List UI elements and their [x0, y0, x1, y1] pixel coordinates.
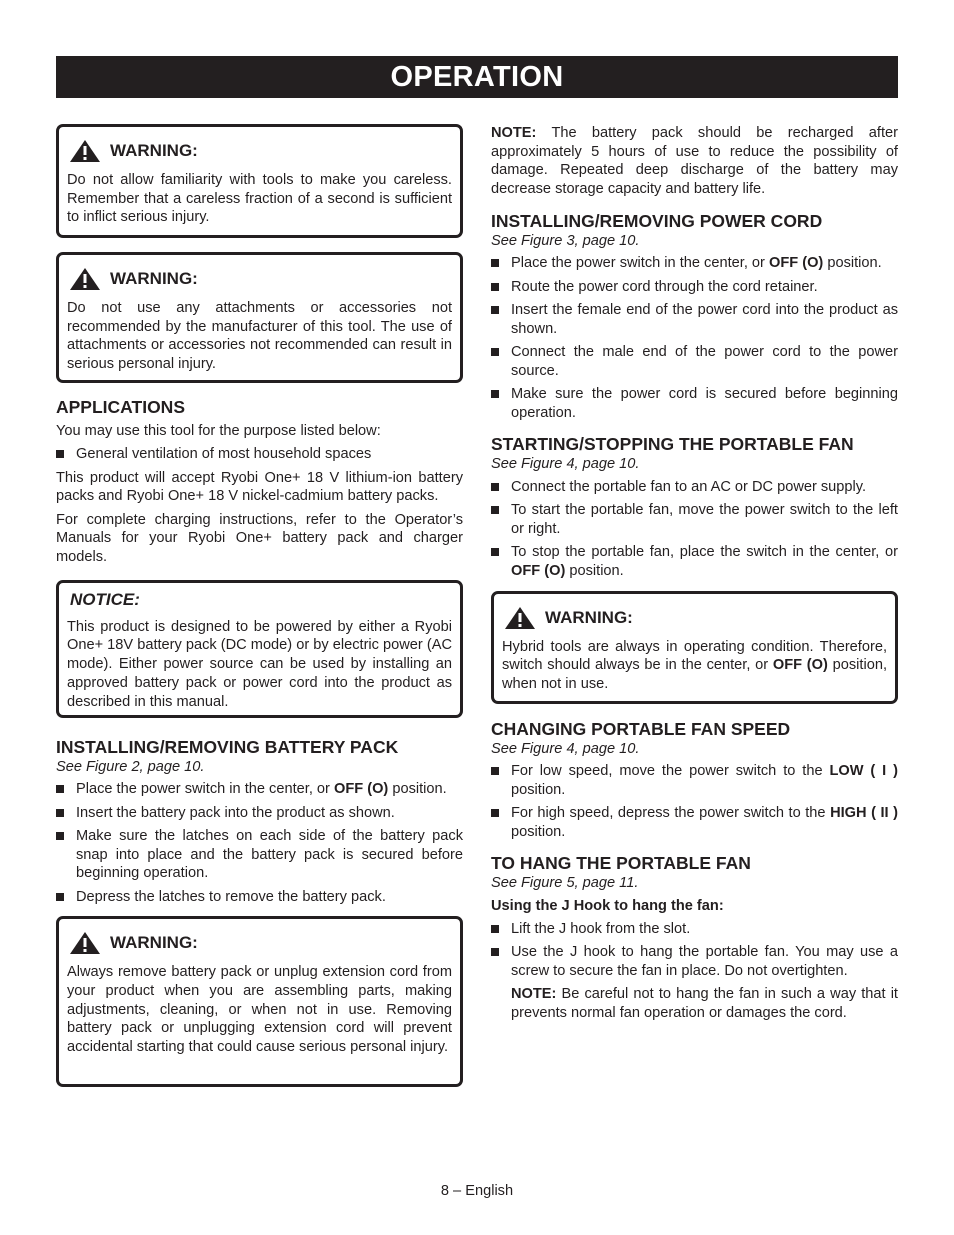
figure-reference: See Figure 5, page 11. [491, 874, 639, 891]
list-item: Connect the male end of the power cord to the power source. [491, 343, 898, 380]
start-stop-section [491, 433, 898, 580]
list-item: Place the power switch in the center, or OFF (O) position. [56, 780, 463, 799]
section-heading: APPLICATIONS [56, 397, 185, 417]
page-title: OPERATION [56, 56, 898, 98]
right-column [491, 124, 898, 1023]
section-heading: INSTALLING/REMOVING BATTERY PACK [56, 736, 399, 757]
hang-note: NOTE: Be careful not to hang the fan in such a way that it prevents normal fan operation or damages the cord. [511, 986, 898, 1021]
list-item: Depress the latches to remove the battery pack. [56, 888, 463, 907]
bullet-list [491, 762, 898, 841]
applications-section [56, 396, 463, 567]
warning-triangle-icon [69, 267, 101, 291]
hang-fan-section [491, 852, 898, 1023]
notice-box [56, 580, 463, 718]
warning-box-remove-battery [56, 916, 463, 1087]
list-item: Route the power cord through the cord retainer. [491, 278, 898, 297]
list-item: Connect the portable fan to an AC or DC power supply. [491, 478, 898, 497]
warning-heading: WARNING: [110, 269, 198, 288]
warning-text: Hybrid tools are always in operating condition. Therefore, switch should always be in the center, or OFF (O) position, when not in use. [502, 638, 888, 693]
fan-speed-section [491, 718, 898, 842]
warning-box-attachments [56, 252, 463, 383]
figure-reference: See Figure 4, page 10. [491, 456, 640, 473]
warning-text: Always remove battery pack or unplug extension cord from your product when you are assembling parts, making adjustments, cleaning, or when not in use. Removing battery pack or unplugging extension cord will prevent accidental starting that could cause serious personal injury. [67, 964, 452, 1056]
subheading: Using the J Hook to hang the fan: [491, 897, 724, 914]
bullet-list [56, 780, 463, 906]
figure-reference: See Figure 2, page 10. [56, 758, 205, 775]
bullet-list [491, 254, 898, 422]
list-item: For low speed, move the power switch to the LOW ( I ) position. [491, 762, 898, 799]
paragraph: You may use this tool for the purpose listed below: [56, 423, 381, 439]
paragraph: This product will accept Ryobi One+ 18 V lithium-ion battery packs and Ryobi One+ 18 V nickel-cadmium battery packs. [56, 469, 463, 505]
warning-box-hybrid [491, 591, 898, 704]
section-heading: INSTALLING/REMOVING POWER CORD [491, 210, 823, 231]
warning-heading: WARNING: [545, 607, 633, 627]
list-item: To stop the portable fan, place the switch in the center, or OFF (O) position. [491, 543, 898, 580]
section-heading: STARTING/STOPPING THE PORTABLE FAN [491, 434, 854, 455]
left-column [56, 124, 463, 1087]
warning-heading: WARNING: [110, 933, 198, 953]
warning-triangle-icon [69, 931, 101, 955]
list-item: Lift the J hook from the slot. [491, 920, 898, 939]
notice-text: This product is designed to be powered by either a Ryobi One+ 18V battery pack (DC mode) or by electric power (AC mode). Either power source can be used by installing an approved battery pack or power cord into the product as described in this manual. [67, 618, 452, 710]
figure-reference: See Figure 4, page 10. [491, 740, 640, 757]
bullet-list [491, 920, 898, 981]
figure-reference: See Figure 3, page 10. [491, 232, 640, 249]
list-item: Place the power switch in the center, or OFF (O) position. [491, 254, 898, 273]
notice-heading: NOTICE: [70, 589, 140, 609]
page-footer: 8 – English [440, 1183, 514, 1199]
warning-text: Do not allow familiarity with tools to make you careless. Remember that a careless fraction of a second is sufficient to inflict serious injury. [67, 172, 452, 226]
bullet-list [491, 478, 898, 581]
list-item: Make sure the latches on each side of the battery pack snap into place and the battery pack is secured before beginning operation. [56, 827, 463, 883]
battery-section [56, 736, 463, 907]
warning-triangle-icon [504, 606, 536, 630]
section-heading: TO HANG THE PORTABLE FAN [491, 852, 751, 873]
bullet-list [56, 445, 463, 464]
warning-triangle-icon [69, 139, 101, 163]
list-item: General ventilation of most household spaces [56, 445, 463, 464]
list-item: To start the portable fan, move the power switch to the left or right. [491, 501, 898, 538]
list-item: Insert the female end of the power cord into the product as shown. [491, 301, 898, 338]
list-item: Insert the battery pack into the product as shown. [56, 804, 463, 823]
warning-heading: WARNING: [110, 141, 198, 160]
power-cord-section [491, 210, 898, 423]
warning-box-familiarity [56, 124, 463, 238]
list-item: For high speed, depress the power switch to the HIGH ( II ) position. [491, 804, 898, 841]
list-item: Make sure the power cord is secured before beginning operation. [491, 385, 898, 422]
battery-note: NOTE: The battery pack should be recharged after approximately 5 hours of use to reduce the possibility of damage. Repeated deep discharge of the battery may decrease storage capacity and battery life. [491, 125, 898, 198]
paragraph: For complete charging instructions, refer to the Operator’s Manuals for your Ryobi One+ battery pack and charger models. [56, 511, 463, 565]
section-heading: CHANGING PORTABLE FAN SPEED [491, 718, 791, 739]
list-item: Use the J hook to hang the portable fan. You may use a screw to secure the fan in place. Do not overtighten. [491, 943, 898, 980]
warning-text: Do not use any attachments or accessories not recommended by the manufacturer of this tool. The use of attachments or accessories not recommended can result in serious personal injury. [67, 300, 452, 373]
